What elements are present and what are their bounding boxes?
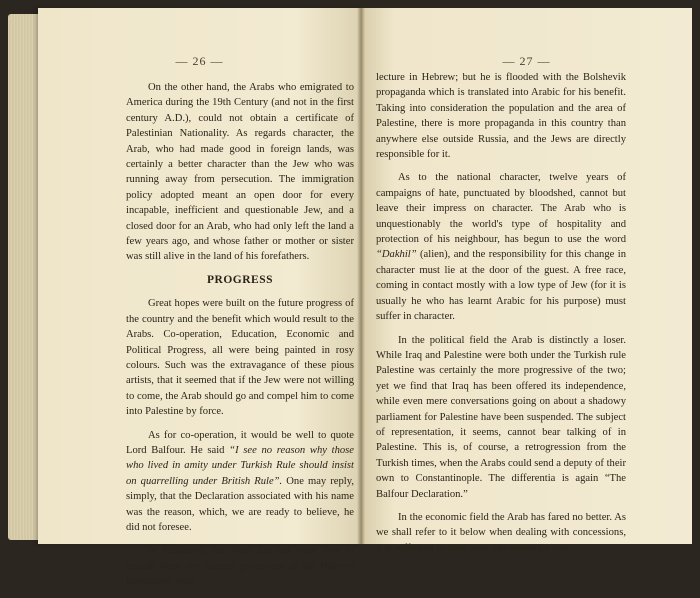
paragraph: [376, 170, 626, 324]
text-run: One may reply, simply, that the Declaration associated with his name was the reason, which, we are ready to believe, he did not foresee.: [126, 475, 354, 533]
open-book: [8, 8, 692, 588]
quoted-word: “Dakhil”: [376, 249, 417, 261]
text-run: (alien), and the responsibility for this change in character must lie at the door of the guest. A free race, coming in contact mostly with a low type of Jew (for it is usually he who has learnt Arabic for his purpose) must suffer in character.: [376, 249, 626, 323]
paragraph: lecture in Hebrew; but he is flooded with the Bolshevik propaganda which is translated into Arabic for his benefit. Taking into consideration the population and the area of Palestine, there is more propaganda in this country than anywhere else outside Russia, and the Jews are directly responsible for it.: [376, 72, 626, 161]
page-number-right: — 27 —: [502, 54, 551, 68]
paragraph: [126, 428, 354, 536]
text-run: As for co-operation, it would be well to quote Lord Balfour. He said: [126, 429, 354, 456]
left-page: [38, 8, 361, 588]
paragraph: Great hopes were built on the future progress of the country and the benefit which would result to the Arabs. Co-operation, Education, Economic and Political Progress, all were being painted in rosy colours. Such was the extravagance of these pious artists, that it seemed that if the Jew were not willing to come, the Arab should go and compel him to come into Palestine by force.: [126, 298, 354, 418]
paragraph: In the political field the Arab is distinctly a loser. While Iraq and Palestine were both under the Turkish rule Palestine was certainly the more progressive of the two; yet we find that Iraq has been offered its independence, while even mere conversations going on about a shadowy parliament for Palestine have been suspended. The subject of representation, it seems, cannot bear talking of in Palestine. This is, of course, a retrogression from the Turkish times, when the Arabs could send a deputy of their own to Constantinople. The differentia is again “The Balfour Declaration.”: [376, 334, 626, 500]
paragraph: On the other hand, the Arabs who emigrated to America during the 19th Century (and not in the first century A.D.), could not obtain a certificate of Palestinian Nationality. As regards character, the Arab, who had made good in foreign lands, was certainly a better character than the Jew who was running away from persecution. The immigration policy adopted meant an open door for every incapable, inefficient and questionable Jew, and a closed door for an Arab, who had only left the land a few years ago, and whose father or mother or sister was still alive in the land of his forefathers.: [126, 82, 354, 263]
book-gutter: [357, 8, 365, 544]
right-page-text: [376, 70, 626, 564]
text-run: As to the national character, twelve years of campaigns of hate, punctuated by bloodshed, cannot but leave their impress on character. The Arab who is unquestionably the world's type of hospitality and protection of his neighbour, has begun to use the word: [376, 172, 626, 246]
section-heading: PROGRESS: [207, 273, 273, 286]
left-page-text: [126, 80, 354, 598]
right-page: [361, 8, 692, 554]
paragraph: In education, the Arab has not been able to benefit from the learned professors of the Hebrew University, who: [126, 545, 354, 588]
paragraph: In the economic field the Arab has fared no better. As we shall refer to it below when dealing with concessions, it is sufficient to state here that where the two: [376, 511, 626, 554]
page-number-left: — 26 —: [175, 54, 224, 68]
quotation: “I see no reason why those who lived in amity under Turkish Rule should insist on quarrelling under British Rule”.: [126, 444, 354, 487]
